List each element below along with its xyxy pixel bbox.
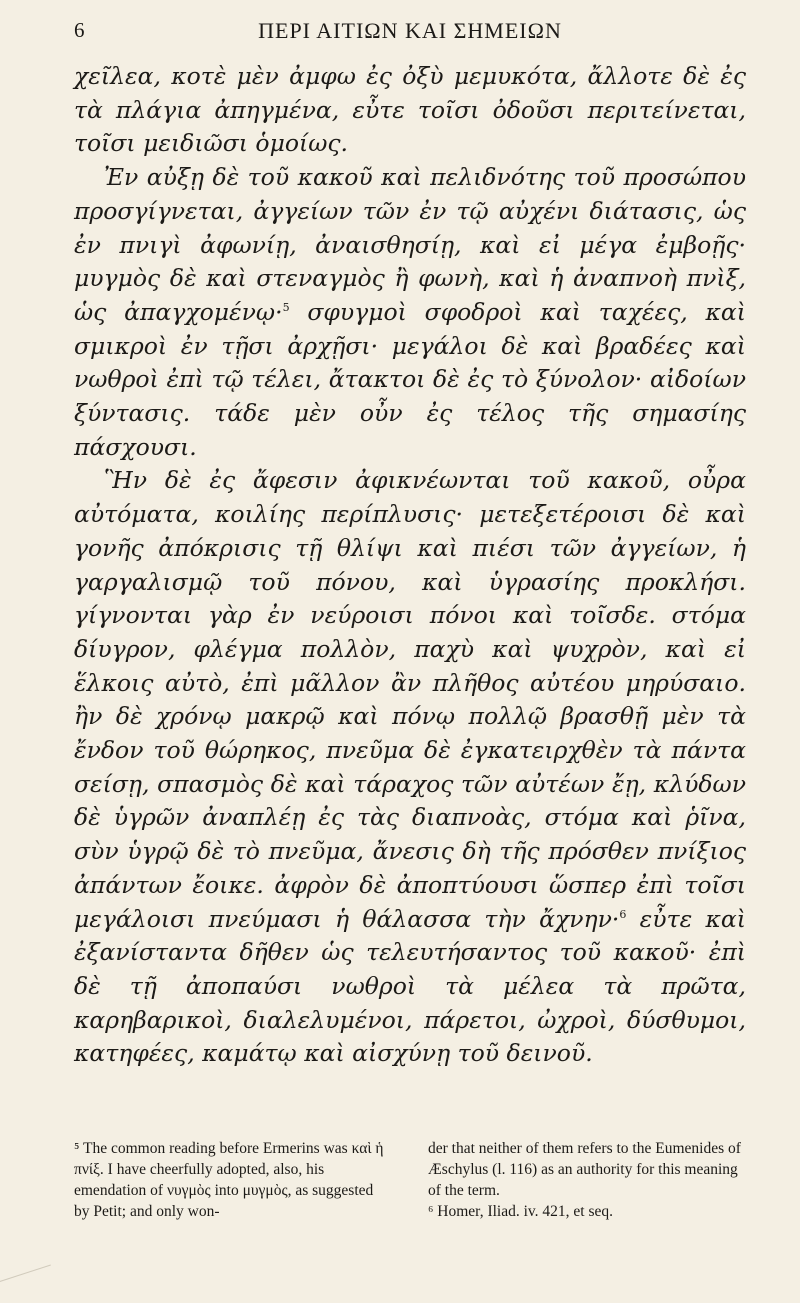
paragraph-text: χεῖλεα, κοτὲ μὲν ἀμφω ἐς ὀξὺ μεμυκότα, ἄλλοτε δὲ ἐς τὰ πλάγια ἀπηγμένα, εὖτε τοῖσι ὀδοῦσι περιτείνεται, τοῖσι μειδιῶσι ὁμοίως.: [74, 62, 746, 158]
paragraph: [74, 464, 746, 1071]
paragraph: [74, 60, 746, 161]
page-header: [74, 18, 746, 48]
paragraph: [74, 161, 746, 464]
page-number: 6: [74, 18, 85, 42]
paragraph-text-continued: εὖτε καὶ ἐξανίσταντα δῆθεν ὡς τελευτήσαντος τοῦ κακοῦ· ἐπὶ δὲ τῇ ἀποπαύσι νωθροὶ τὰ μέλεα τὰ πρῶτα, καρηβαρικοὶ, διαλελυμένοι, πάρετοι, ὠχροὶ, δύσθυμοι, κατηφέες, καμάτῳ καὶ αἰσχύνῃ τοῦ δεινοῦ.: [74, 904, 747, 1068]
paragraph-text-continued: σφυγμοὶ σφοδροὶ καὶ ταχέες, καὶ σμικροὶ ἐν τῇσι ἀρχῇσι· μεγάλοι δὲ καὶ βραδέες καὶ νωθροὶ ἐπὶ τῷ τέλει, ἄτακτοι δὲ ἐς τὸ ξύνολον· αἰδοίων ξύντασις. τάδε μὲν οὖν ἐς τέλος τῆς σημασίης πάσχουσι.: [74, 297, 747, 461]
footnote-marker: 5: [282, 301, 290, 315]
running-title: ΠΕΡΙ ΑΙΤΙΩΝ ΚΑΙ ΣΗΜΕΙΩΝ: [258, 18, 562, 43]
footnotes: [74, 1138, 746, 1222]
main-text: [74, 60, 746, 1071]
paragraph-text: Ἣν δὲ ἐς ἄφεσιν ἀφικνέωνται τοῦ κακοῦ, οὖρα αὐτόματα, κοιλίης περίπλυσις· μετεξετέροισι δὲ καὶ γονῆς ἀπόκρισις τῇ θλίψι καὶ πιέσι τῶν ἀγγείων, ἡ γαργαλισμῷ τοῦ πόνου, καὶ ὑγρασίης προκλήσι. γίγνονται γὰρ ἐν νεύροισι πόνοι καὶ τοῖσδε. στόμα δίυγρον, φλέγμα πολλὸν, παχὺ καὶ ψυχρὸν, καὶ εἰ ἕλκοις αὐτὸ, ἐπὶ μᾶλλον ἂν πλῆθος αὐτέου μηρύσαιο. ἢν δὲ χρόνῳ μακρῷ καὶ πόνῳ πολλῷ βρασθῇ μὲν τὰ ἔνδον τοῦ θώρηκος, πνεῦμα δὲ ἐγκατειρχθὲν τὰ πάντα σείσῃ, σπασμὸς δὲ καὶ τάραχος τῶν αὐτέων ἔῃ, κλύδων δὲ ὑγρῶν ἀναπλέῃ ἐς τὰς διαπνοὰς, στόμα καὶ ῥῖνα, σὺν ὑγρῷ δὲ τὸ πνεῦμα, ἄνεσις δὴ τῆς πρόσθεν πνίξιος ἀπάντων ἔοικε. ἀφρὸν δὲ ἀποπτύουσι ὥσπερ ἐπὶ τοῖσι μεγάλοισι πνεύμασι ἡ θάλασσα τὴν ἄχνην·: [74, 466, 746, 933]
footnote-right-column: der that neither of them refers to the Eumenides of Æschylus (l. 116) as an authority for this meaning of the term. ⁶ Homer, Iliad. iv. 421, et seq.: [428, 1140, 741, 1220]
page-edge-mark: [0, 1264, 57, 1303]
paragraph-text: Ἐν αὐξῃ δὲ τοῦ κακοῦ καὶ πελιδνότης τοῦ προσώπου προσγίγνεται, ἀγγείων τῶν ἐν τῷ αὐχένι διάτασις, ὡς ἐν πνιγὶ ἀφωνίῃ, ἀναισθησίῃ, καὶ εἰ μέγα ἐμβοῇς· μυγμὸς δὲ καὶ στεναγμὸς ἢ φωνὴ, καὶ ἡ ἀναπνοὴ πνὶξ, ὡς ἀπαγχομένῳ·: [74, 163, 746, 326]
footnote-marker: 6: [619, 907, 627, 921]
footnote-left-column: ⁵ The common reading before Ermerins was καὶ ἡ πνίξ. I have cheerfully adopted, also, his emendation of νυγμὸς into μυγμὸς, as suggested by Petit; and only won-: [74, 1140, 384, 1220]
